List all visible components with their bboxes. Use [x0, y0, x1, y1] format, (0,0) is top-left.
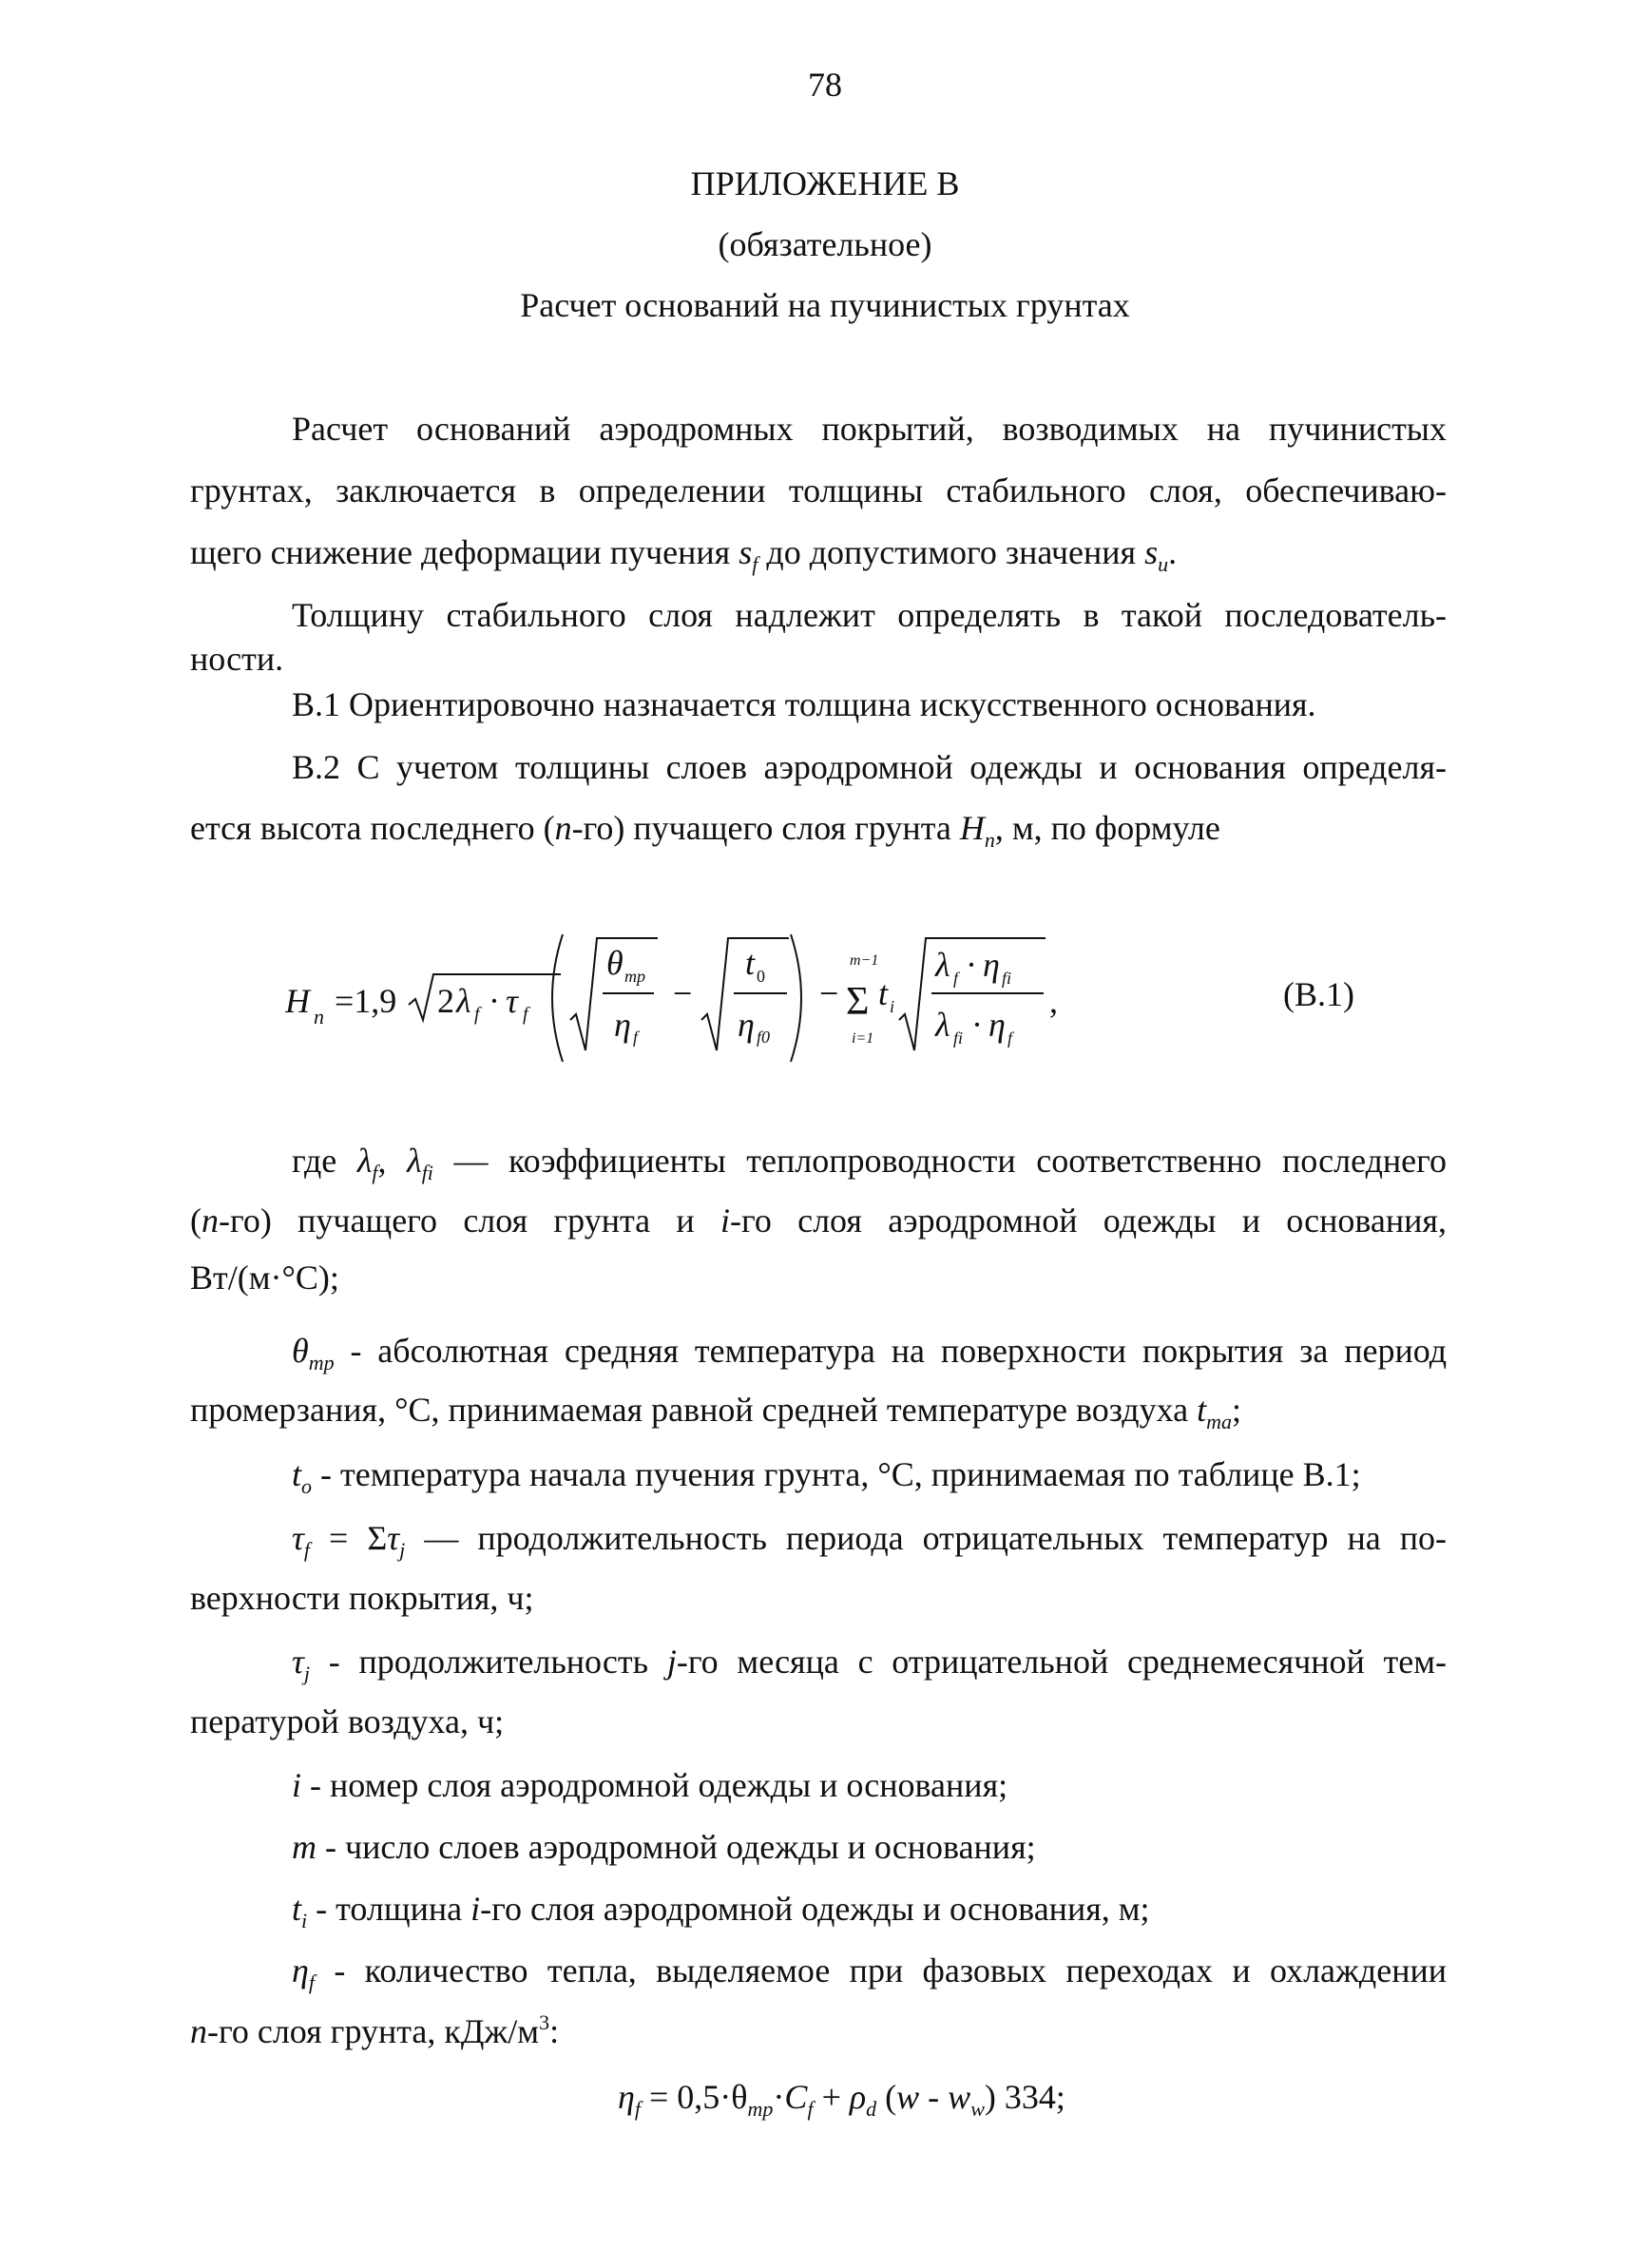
def-theta-line-1: $\theta_{mp}$ - абсолютная средняя температура на поверхности покрытия за период: [292, 1332, 1448, 1374]
svg-text:n: n: [314, 1005, 324, 1028]
svg-text:f: f: [953, 969, 959, 988]
svg-text:fi: fi: [1002, 969, 1012, 988]
svg-text:λ: λ: [456, 982, 471, 1020]
intro-line-2: грунтах, заключается в определении толщины стабильного слоя, обеспечиваю-: [190, 471, 1447, 509]
svg-text:t: t: [878, 974, 889, 1012]
svg-text:η: η: [988, 1006, 1006, 1044]
svg-text:f: f: [474, 1004, 480, 1025]
step-b2-line-2: ется высота последнего (n-го) пучащего слоя грунта $H_n$, м, по формуле: [190, 809, 1220, 852]
svg-text:·: ·: [489, 982, 500, 1020]
svg-text:λ: λ: [935, 946, 950, 984]
formula-lhs: H: [285, 982, 310, 1020]
intro-line-1: Расчет оснований аэродромных покрытий, возводимых на пучинистых: [292, 410, 1447, 448]
def-theta-line-2: промерзания, °С, принимаемая равной средней температуре воздуха $t_{ma}$;: [190, 1391, 1242, 1433]
svg-text:mp: mp: [624, 967, 645, 986]
svg-text:·: ·: [971, 1006, 983, 1044]
sequence-line-2: ности.: [190, 640, 284, 678]
sequence-line-1: Толщину стабильного слоя надлежит определять в такой последователь-: [292, 596, 1447, 634]
svg-text:f0: f0: [757, 1028, 771, 1047]
appendix-subject: Расчет оснований на пучинистых грунтах: [520, 286, 1130, 324]
def-lambda-line-3: Вт/(м·°С);: [190, 1259, 339, 1297]
svg-text:t: t: [745, 944, 756, 982]
etaf-formula: $\eta_f = 0,5\cdot\theta_{mp}\cdot C_f + \rho_d$ $(w - w_w)$ 334;: [618, 2078, 1065, 2121]
svg-text:τ: τ: [506, 982, 518, 1020]
svg-text:f: f: [1007, 1028, 1013, 1048]
svg-text:i: i: [890, 997, 895, 1016]
formula-b1: [285, 908, 1065, 1088]
def-etaf-line-2: n-го слоя грунта, кДж/$м^3$:: [190, 2010, 560, 2050]
def-tauf-line-2: верхности покрытия, ч;: [190, 1579, 534, 1617]
svg-text:−: −: [819, 974, 839, 1012]
svg-text:η: η: [983, 946, 1000, 984]
def-tauf-line-1: $\tau_f = \Sigma\tau_j$ — продолжительность периода отрицательных температур на по-: [292, 1519, 1448, 1562]
appendix-title: ПРИЛОЖЕНИЕ В: [690, 164, 960, 202]
svg-text:θ: θ: [606, 944, 624, 982]
svg-text:λ: λ: [935, 1006, 950, 1044]
def-ti: $t_i$ - толщина i-го слоя аэродромной одежды и основания, м;: [292, 1890, 1150, 1932]
svg-text:·: ·: [966, 946, 977, 984]
svg-text:f: f: [523, 1004, 528, 1025]
def-etaf-line-1: $\eta_f$ - количество тепла, выделяемое при фазовых переходах и охлаждении: [292, 1951, 1448, 1994]
intro-line-3: щего снижение деформации пучения $s_f$ до допустимого значения $s_u$.: [190, 533, 1178, 576]
svg-text:,: ,: [1049, 982, 1058, 1020]
svg-text:2: 2: [437, 982, 454, 1020]
appendix-status: (обязательное): [718, 225, 932, 263]
def-tauj-line-2: пературой воздуха, ч;: [190, 1702, 505, 1740]
svg-text:η: η: [614, 1006, 631, 1044]
page-number: 78: [808, 66, 842, 104]
formula-coef: =1,9: [335, 982, 397, 1020]
sum-upper-limit: m−1: [850, 952, 879, 969]
def-tauj-line-1: $\tau_j$ - продолжительность j-го месяца с отрицательной среднемесячной тем-: [292, 1643, 1448, 1685]
svg-text:0: 0: [757, 967, 765, 986]
def-lambda-line-1: где $\lambda_f$, $\lambda_{fi}$ — коэффициенты теплопроводности соответственно последнего: [292, 1142, 1447, 1184]
sum-lower-limit: i=1: [852, 1030, 874, 1047]
step-b2-line-1: В.2 С учетом толщины слоев аэродромной одежды и основания определя-: [292, 748, 1447, 786]
svg-text:f: f: [633, 1028, 639, 1047]
svg-text:−: −: [673, 974, 693, 1012]
def-lambda-line-2: (n-го) пучащего слоя грунта и i-го слоя аэродромной одежды и основания,: [190, 1201, 1447, 1240]
formula-label: (В.1): [1283, 975, 1354, 1013]
def-m: m - число слоев аэродромной одежды и основания;: [292, 1828, 1036, 1866]
def-t0: $t_o$ - температура начала пучения грунта, °С, принимаемая по таблице В.1;: [292, 1455, 1361, 1498]
svg-text:η: η: [738, 1006, 755, 1044]
step-b1: В.1 Ориентировочно назначается толщина искусственного основания.: [292, 685, 1316, 723]
def-i: i - номер слоя аэродромной одежды и основания;: [292, 1766, 1008, 1804]
sum-sign: Σ: [846, 980, 870, 1024]
svg-text:fi: fi: [953, 1028, 964, 1048]
